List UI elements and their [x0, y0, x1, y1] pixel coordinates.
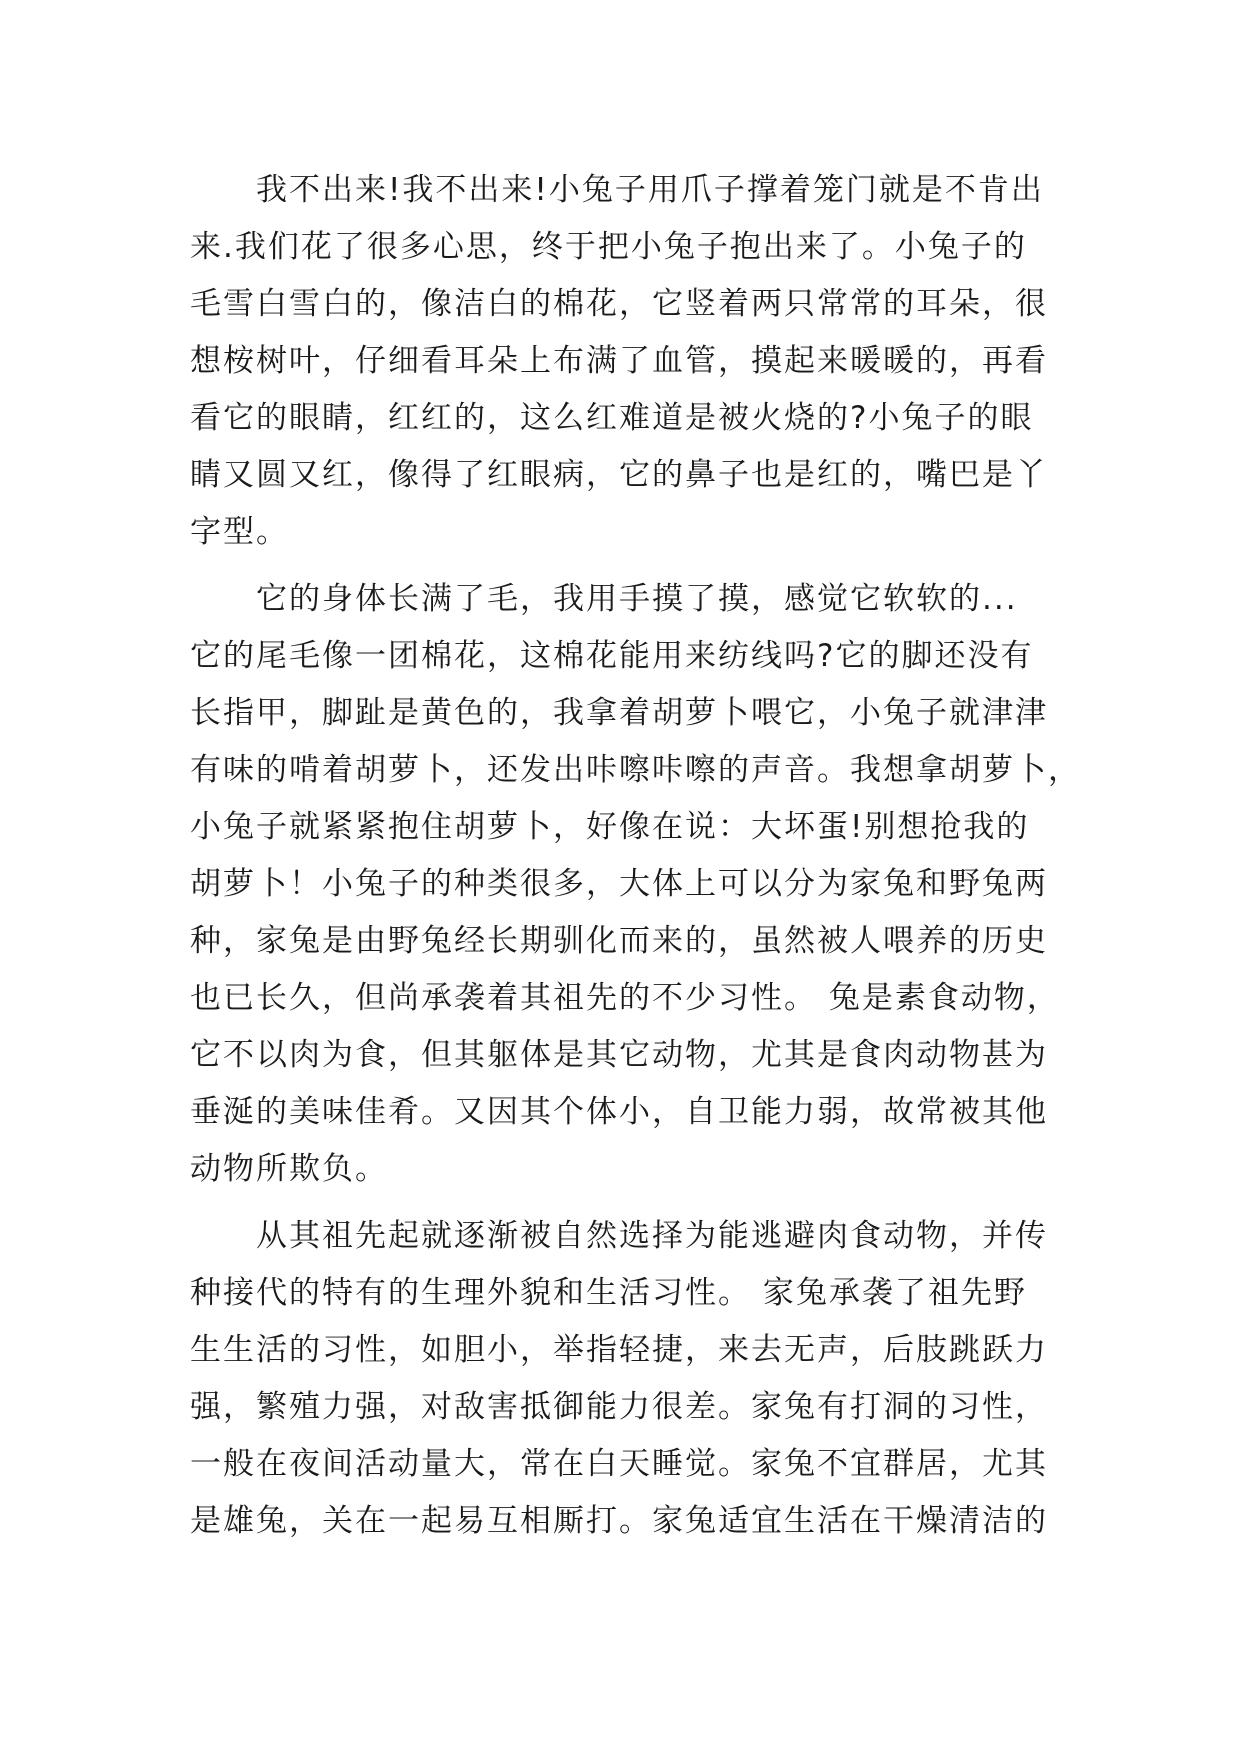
text-line: 垂涎的美味佳肴。又因其个体小，自卫能力弱，故常被其他 [190, 1094, 1048, 1130]
text-line: 它不以肉为食，但其躯体是其它动物，尤其是食肉动物甚为 [190, 1037, 1048, 1073]
text-line: 它的尾毛像一团棉花，这棉花能用来纺线吗?它的脚还没有 [190, 638, 1034, 674]
paragraph-2 [190, 571, 1081, 1198]
text-line: 睛又圆又红，像得了红眼病，它的鼻子也是红的，嘴巴是丫 [190, 457, 1048, 493]
text-line: 也已长久，但尚承袭着其祖先的不少习性。 兔是素食动物， [190, 980, 1060, 1016]
text-line: 想桉树叶，仔细看耳朵上布满了血管，摸起来暖暖的，再看 [190, 343, 1048, 379]
text-line: 毛雪白雪白的，像洁白的棉花，它竖着两只常常的耳朵，很 [190, 286, 1048, 322]
paragraph-1 [190, 162, 1050, 561]
text-line: 我不出来!我不出来!小兔子用爪子撑着笼门就是不肯出 [190, 172, 1044, 208]
text-line: 生生活的习性，如胆小，举指轻捷，来去无声，后肢跳跃力 [190, 1332, 1048, 1368]
paragraph-gap [190, 1198, 1050, 1208]
text-line: 来.我们花了很多心思，终于把小兔子抱出来了。小兔子的 [190, 229, 1027, 265]
text-line: 长指甲，脚趾是黄色的，我拿着胡萝卜喂它，小兔子就津津 [190, 695, 1048, 731]
body-text [190, 162, 1081, 1550]
text-line: 种接代的特有的生理外貌和生活习性。 家兔承袭了祖先野 [190, 1275, 1027, 1311]
paragraph-3 [190, 1208, 1050, 1550]
text-line: 它的身体长满了毛，我用手摸了摸，感觉它软软的... [190, 581, 1018, 617]
paragraph-gap [190, 561, 1050, 571]
text-line: 一般在夜间活动量大，常在白天睡觉。家兔不宜群居，尤其 [190, 1446, 1048, 1482]
text-line: 胡萝卜！小兔子的种类很多，大体上可以分为家兔和野兔两 [190, 866, 1048, 902]
text-line: 种，家兔是由野兔经长期驯化而来的，虽然被人喂养的历史 [190, 923, 1048, 959]
text-line: 从其祖先起就逐渐被自然选择为能逃避肉食动物，并传 [190, 1218, 1048, 1254]
text-line: 小兔子就紧紧抱住胡萝卜，好像在说：大坏蛋!别想抢我的 [190, 809, 1030, 845]
text-line: 强，繁殖力强，对敌害抵御能力很差。家兔有打洞的习性， [190, 1389, 1048, 1425]
text-line: 看它的眼睛，红红的，这么红难道是被火烧的?小兔子的眼 [190, 400, 1034, 436]
text-line: 动物所欺负。 [190, 1151, 388, 1187]
text-line: 有味的啃着胡萝卜，还发出咔嚓咔嚓的声音。我想拿胡萝卜， [190, 752, 1081, 788]
text-line: 是雄兔，关在一起易互相厮打。家兔适宜生活在干燥清洁的 [190, 1503, 1048, 1539]
text-line: 字型。 [190, 514, 289, 550]
